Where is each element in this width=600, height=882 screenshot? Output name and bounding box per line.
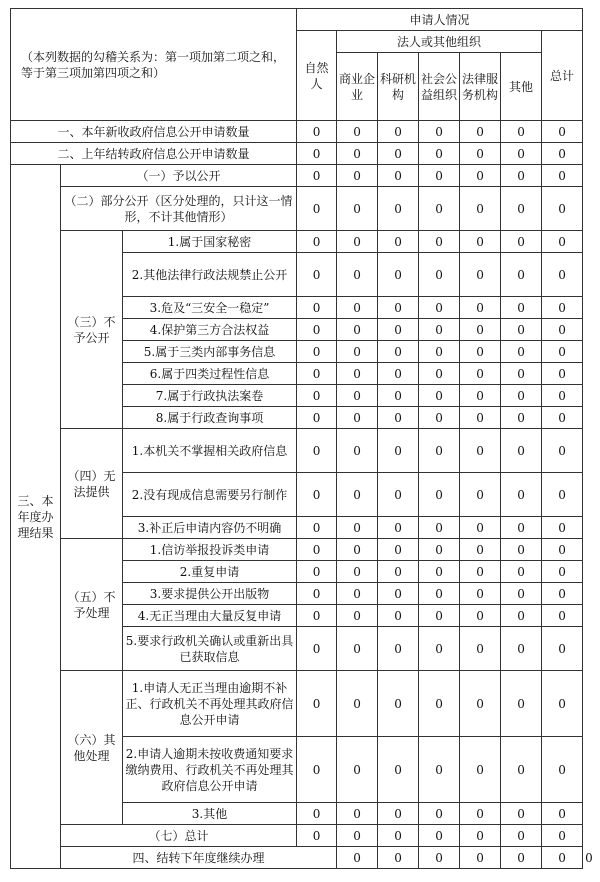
value-cell: 0 — [378, 143, 419, 165]
value-cell: 0 — [501, 121, 542, 143]
value-cell: 0 — [460, 297, 501, 319]
value-cell: 0 — [297, 605, 337, 627]
value-cell: 0 — [297, 583, 337, 605]
value-cell: 0 — [337, 825, 378, 847]
value-cell: 0 — [297, 517, 337, 539]
value-cell: 0 — [337, 341, 378, 363]
value-cell: 0 — [378, 319, 419, 341]
value-cell: 0 — [542, 297, 583, 319]
row-label: 3.要求提供公开出版物 — [123, 583, 297, 605]
value-cell: 0 — [378, 671, 419, 737]
value-cell: 0 — [419, 803, 460, 825]
value-cell: 0 — [337, 473, 378, 517]
value-cell: 0 — [460, 429, 501, 473]
value-cell: 0 — [297, 627, 337, 671]
row-label: 8.属于行政查询事项 — [123, 407, 297, 429]
value-cell: 0 — [501, 627, 542, 671]
value-cell: 0 — [419, 517, 460, 539]
value-cell: 0 — [419, 539, 460, 561]
row-label: （一）予以公开 — [61, 165, 297, 187]
value-cell: 0 — [419, 561, 460, 583]
value-cell: 0 — [378, 385, 419, 407]
disclosure-table — [10, 8, 593, 869]
value-cell: 0 — [460, 539, 501, 561]
value-cell: 0 — [297, 561, 337, 583]
value-cell: 0 — [419, 429, 460, 473]
value-cell: 0 — [501, 407, 542, 429]
other-header: 其他 — [501, 53, 542, 121]
value-cell: 0 — [419, 297, 460, 319]
value-cell: 0 — [337, 737, 378, 803]
value-cell: 0 — [460, 473, 501, 517]
row-label: 1.申请人无正当理由逾期不补正、行政机关不再处理其政府信息公开申请 — [123, 671, 297, 737]
table-row — [11, 121, 583, 143]
value-cell: 0 — [378, 187, 419, 231]
table-row — [11, 143, 583, 165]
value-cell: 0 — [501, 429, 542, 473]
row-label: 2.其他法律行政法规禁止公开 — [123, 253, 297, 297]
value-cell: 0 — [501, 803, 542, 825]
row-label: 4.保护第三方合法权益 — [123, 319, 297, 341]
row-label: 6.属于四类过程性信息 — [123, 363, 297, 385]
value-cell: 0 — [337, 407, 378, 429]
value-cell: 0 — [337, 319, 378, 341]
value-cell: 0 — [501, 385, 542, 407]
value-cell: 0 — [337, 143, 378, 165]
group-label: （五）不予处理 — [61, 539, 123, 671]
value-cell: 0 — [460, 231, 501, 253]
value-cell: 0 — [542, 825, 583, 847]
value-cell: 0 — [460, 143, 501, 165]
section-label: 三、本年度办理结果 — [11, 165, 61, 869]
value-cell: 0 — [297, 341, 337, 363]
value-cell: 0 — [542, 187, 583, 231]
value-cell: 0 — [378, 561, 419, 583]
value-cell: 0 — [460, 671, 501, 737]
value-cell: 0 — [378, 407, 419, 429]
value-cell: 0 — [501, 187, 542, 231]
value-cell: 0 — [542, 121, 583, 143]
value-cell: 0 — [460, 561, 501, 583]
value-cell: 0 — [337, 385, 378, 407]
value-cell: 0 — [297, 385, 337, 407]
value-cell: 0 — [378, 627, 419, 671]
row-label: 3.其他 — [123, 803, 297, 825]
value-cell: 0 — [419, 407, 460, 429]
value-cell: 0 — [501, 847, 542, 869]
value-cell: 0 — [337, 583, 378, 605]
value-cell: 0 — [460, 627, 501, 671]
value-cell: 0 — [542, 627, 583, 671]
table-row — [11, 165, 583, 187]
table-row — [11, 187, 583, 231]
value-cell: 0 — [297, 143, 337, 165]
value-cell: 0 — [378, 363, 419, 385]
value-cell: 0 — [297, 473, 337, 517]
value-cell: 0 — [337, 517, 378, 539]
header-note: （本列数据的勾稽关系为：第一项加第二项之和，等于第三项加第四项之和） — [11, 9, 297, 121]
value-cell: 0 — [460, 605, 501, 627]
value-cell: 0 — [501, 319, 542, 341]
value-cell: 0 — [337, 363, 378, 385]
value-cell: 0 — [337, 605, 378, 627]
value-cell: 0 — [337, 187, 378, 231]
value-cell: 0 — [501, 297, 542, 319]
value-cell: 0 — [460, 737, 501, 803]
value-cell: 0 — [378, 517, 419, 539]
value-cell: 0 — [419, 165, 460, 187]
value-cell: 0 — [337, 231, 378, 253]
value-cell: 0 — [378, 297, 419, 319]
value-cell: 0 — [297, 539, 337, 561]
value-cell: 0 — [501, 605, 542, 627]
value-cell: 0 — [460, 385, 501, 407]
row-label: 1.本机关不掌握相关政府信息 — [123, 429, 297, 473]
value-cell: 0 — [542, 561, 583, 583]
table-row: 四、结转下年度继续办理 0 0 0 0 0 0 0 — [11, 847, 583, 869]
table-row — [11, 825, 583, 847]
value-cell: 0 — [297, 231, 337, 253]
value-cell: 0 — [542, 473, 583, 517]
value-cell: 0 — [337, 165, 378, 187]
value-cell: 0 — [378, 231, 419, 253]
value-cell: 0 — [460, 165, 501, 187]
commercial-header: 商业企业 — [337, 53, 378, 121]
value-cell: 0 — [501, 165, 542, 187]
value-cell: 0 — [378, 121, 419, 143]
value-cell: 0 — [378, 429, 419, 473]
value-cell: 0 — [542, 847, 583, 869]
value-cell: 0 — [419, 583, 460, 605]
value-cell: 0 — [460, 847, 501, 869]
row-label: 2.重复申请 — [123, 561, 297, 583]
value-cell: 0 — [297, 429, 337, 473]
value-cell: 0 — [297, 165, 337, 187]
value-cell: 0 — [378, 473, 419, 517]
value-cell: 0 — [337, 297, 378, 319]
legal-service-header: 法律服务机构 — [460, 53, 501, 121]
table-row — [11, 539, 583, 561]
value-cell: 0 — [337, 539, 378, 561]
value-cell: 0 — [419, 627, 460, 671]
value-cell: 0 — [419, 847, 460, 869]
group-label: （六）其他处理 — [61, 671, 123, 825]
value-cell: 0 — [542, 341, 583, 363]
value-cell: 0 — [297, 121, 337, 143]
value-cell: 0 — [542, 231, 583, 253]
value-cell: 0 — [297, 253, 337, 297]
value-cell: 0 — [501, 583, 542, 605]
value-cell: 0 — [337, 253, 378, 297]
research-header: 科研机构 — [378, 53, 419, 121]
row-label: 5.要求行政机关确认或重新出具已获取信息 — [123, 627, 297, 671]
value-cell: 0 — [378, 605, 419, 627]
value-cell: 0 — [419, 363, 460, 385]
value-cell: 0 — [419, 121, 460, 143]
row-label: 4.无正当理由大量反复申请 — [123, 605, 297, 627]
value-cell: 0 — [501, 341, 542, 363]
row-label: 3.危及“三安全一稳定” — [123, 297, 297, 319]
row-label: 3.补正后申请内容仍不明确 — [123, 517, 297, 539]
row-label: 1.属于国家秘密 — [123, 231, 297, 253]
value-cell: 0 — [542, 737, 583, 803]
value-cell: 0 — [501, 517, 542, 539]
value-cell: 0 — [378, 165, 419, 187]
value-cell: 0 — [542, 363, 583, 385]
value-cell: 0 — [297, 319, 337, 341]
value-cell: 0 — [542, 253, 583, 297]
row-label: （七）总计 — [61, 825, 297, 847]
value-cell: 0 — [501, 143, 542, 165]
value-cell: 0 — [501, 363, 542, 385]
value-cell: 0 — [419, 671, 460, 737]
table-row — [11, 429, 583, 473]
value-cell: 0 — [419, 385, 460, 407]
value-cell: 0 — [542, 165, 583, 187]
value-cell: 0 — [337, 627, 378, 671]
legal-group-header: 法人或其他组织 — [337, 31, 542, 53]
value-cell: 0 — [460, 319, 501, 341]
value-cell: 0 — [419, 253, 460, 297]
row-label: 2.没有现成信息需要另行制作 — [123, 473, 297, 517]
value-cell: 0 — [337, 803, 378, 825]
value-cell: 0 — [501, 825, 542, 847]
value-cell: 0 — [501, 539, 542, 561]
value-cell: 0 — [378, 803, 419, 825]
value-cell: 0 — [378, 737, 419, 803]
value-cell: 0 — [542, 583, 583, 605]
total-header: 总计 — [542, 31, 583, 121]
value-cell: 0 — [419, 319, 460, 341]
value-cell: 0 — [460, 253, 501, 297]
group-label: （四）无法提供 — [61, 429, 123, 539]
value-cell: 0 — [378, 341, 419, 363]
value-cell: 0 — [297, 803, 337, 825]
table-row — [11, 671, 583, 737]
value-cell: 0 — [419, 473, 460, 517]
value-cell: 0 — [378, 539, 419, 561]
value-cell: 0 — [378, 847, 419, 869]
value-cell: 0 — [378, 825, 419, 847]
value-cell: 0 — [542, 605, 583, 627]
value-cell: 0 — [542, 319, 583, 341]
value-cell: 0 — [542, 517, 583, 539]
value-cell: 0 — [460, 583, 501, 605]
value-cell: 0 — [419, 605, 460, 627]
value-cell: 0 — [419, 737, 460, 803]
value-cell: 0 — [501, 671, 542, 737]
value-cell: 0 — [297, 363, 337, 385]
value-cell: 0 — [419, 231, 460, 253]
value-cell: 0 — [297, 671, 337, 737]
value-cell: 0 — [501, 231, 542, 253]
value-cell: 0 — [460, 121, 501, 143]
row-label: 1.信访举报投诉类申请 — [123, 539, 297, 561]
row-label: 一、本年新收政府信息公开申请数量 — [11, 121, 297, 143]
value-cell: 0 — [419, 825, 460, 847]
value-cell: 0 — [297, 737, 337, 803]
group-label: （三）不予公开 — [61, 231, 123, 429]
applicant-situation-header: 申请人情况 — [297, 9, 583, 31]
value-cell: 0 — [542, 143, 583, 165]
value-cell: 0 — [542, 429, 583, 473]
value-cell: 0 — [501, 561, 542, 583]
value-cell: 0 — [542, 539, 583, 561]
value-cell: 0 — [542, 803, 583, 825]
row-label: 2.申请人逾期未按收费通知要求缴纳费用、行政机关不再处理其政府信息公开申请 — [123, 737, 297, 803]
value-cell: 0 — [460, 187, 501, 231]
row-label: 二、上年结转政府信息公开申请数量 — [11, 143, 297, 165]
social-header: 社会公益组织 — [419, 53, 460, 121]
value-cell: 0 — [337, 847, 378, 869]
value-cell: 0 — [337, 561, 378, 583]
value-cell: 0 — [542, 407, 583, 429]
value-cell: 0 — [460, 363, 501, 385]
row-label: 四、结转下年度继续办理 — [61, 847, 337, 869]
table-row — [11, 231, 583, 253]
value-cell: 0 — [460, 407, 501, 429]
row-label: 5.属于三类内部事务信息 — [123, 341, 297, 363]
value-cell: 0 — [460, 825, 501, 847]
value-cell: 0 — [297, 407, 337, 429]
value-cell: 0 — [460, 341, 501, 363]
value-cell: 0 — [337, 671, 378, 737]
value-cell: 0 — [460, 803, 501, 825]
row-label: （二）部分公开（区分处理的，只计这一情形，不计其他情形） — [61, 187, 297, 231]
value-cell: 0 — [378, 253, 419, 297]
value-cell: 0 — [419, 143, 460, 165]
value-cell: 0 — [337, 121, 378, 143]
value-cell: 0 — [542, 671, 583, 737]
value-cell: 0 — [501, 737, 542, 803]
natural-person-header: 自然人 — [297, 31, 337, 121]
value-cell: 0 — [501, 253, 542, 297]
value-cell: 0 — [460, 517, 501, 539]
value-cell: 0 — [542, 385, 583, 407]
value-cell: 0 — [378, 583, 419, 605]
value-cell: 0 — [337, 429, 378, 473]
value-cell: 0 — [419, 341, 460, 363]
row-label: 7.属于行政执法案卷 — [123, 385, 297, 407]
value-cell: 0 — [297, 187, 337, 231]
value-cell: 0 — [297, 825, 337, 847]
value-cell: 0 — [501, 473, 542, 517]
value-cell: 0 — [419, 187, 460, 231]
value-cell: 0 — [297, 297, 337, 319]
